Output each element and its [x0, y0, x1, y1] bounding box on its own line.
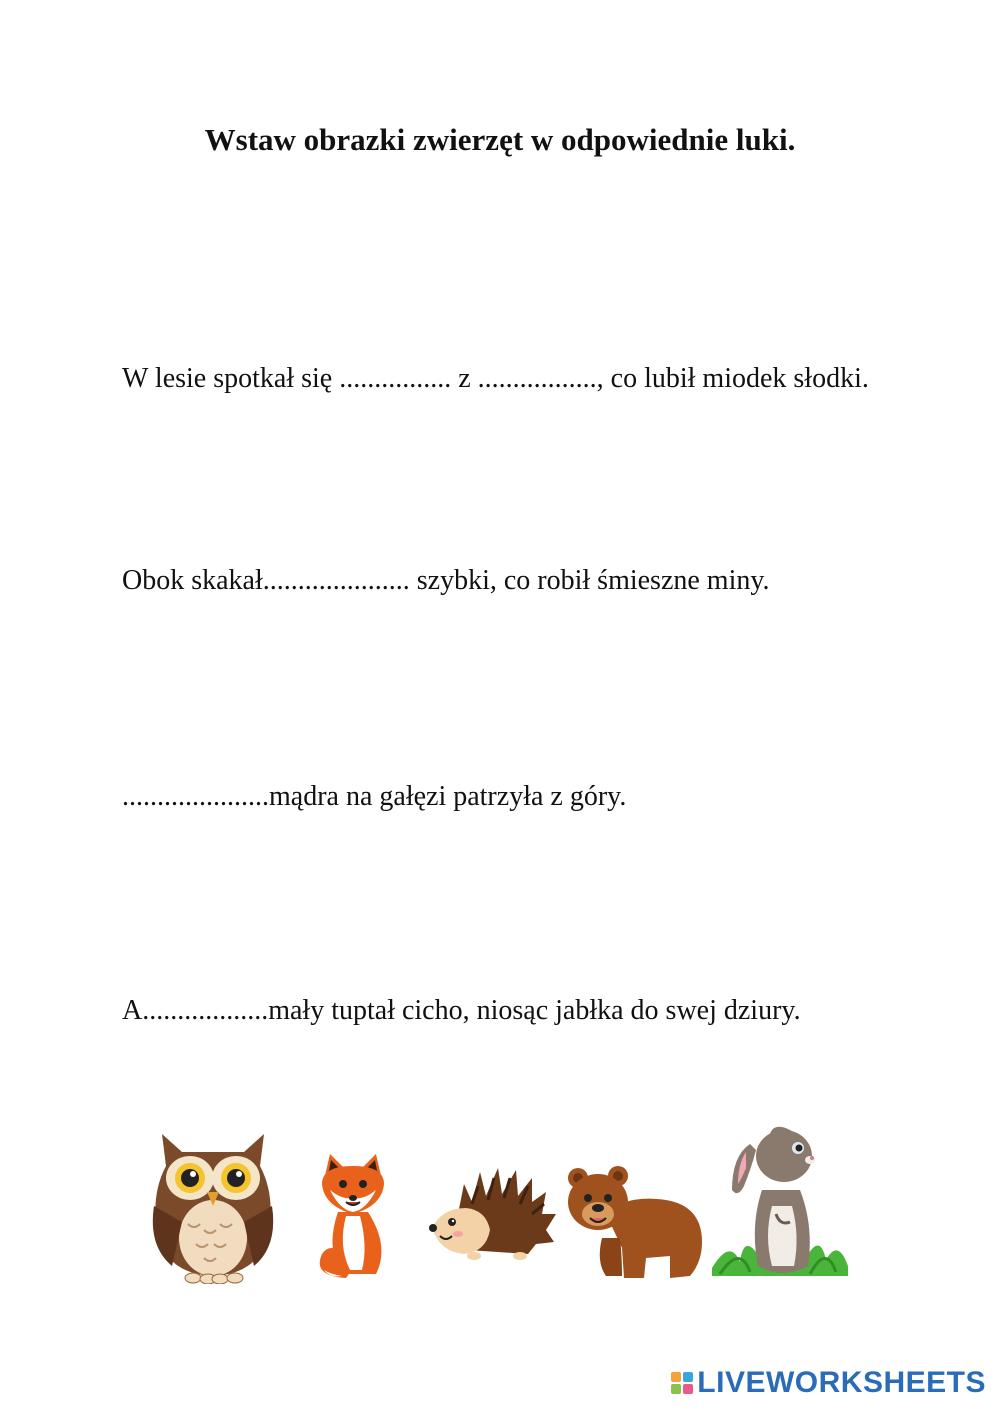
bear-image[interactable] [566, 1166, 708, 1282]
fox-image[interactable] [316, 1150, 392, 1282]
hedgehog-image[interactable] [428, 1164, 560, 1262]
worksheet-title: Wstaw obrazki zwierzęt w odpowiednie luki. [204, 122, 796, 157]
rabbit-image[interactable] [710, 1126, 850, 1282]
sentence-1: W lesie spotkał się ................ z ................., co lubił miodek słodki. [122, 363, 869, 394]
owl-image[interactable] [148, 1126, 278, 1284]
sentence-2: Obok skakał..................... szybki, co robił śmieszne miny. [122, 565, 770, 596]
sentence-4: A..................mały tuptał cicho, niosąc jabłka do swej dziury. [122, 995, 801, 1026]
sentence-3: .....................mądra na gałęzi patrzyła z góry. [122, 781, 627, 812]
brand-name: LIVEWORKSHEETS [697, 1366, 986, 1399]
liveworksheets-logo[interactable] [671, 1366, 986, 1400]
logo-grid-icon [671, 1372, 693, 1394]
